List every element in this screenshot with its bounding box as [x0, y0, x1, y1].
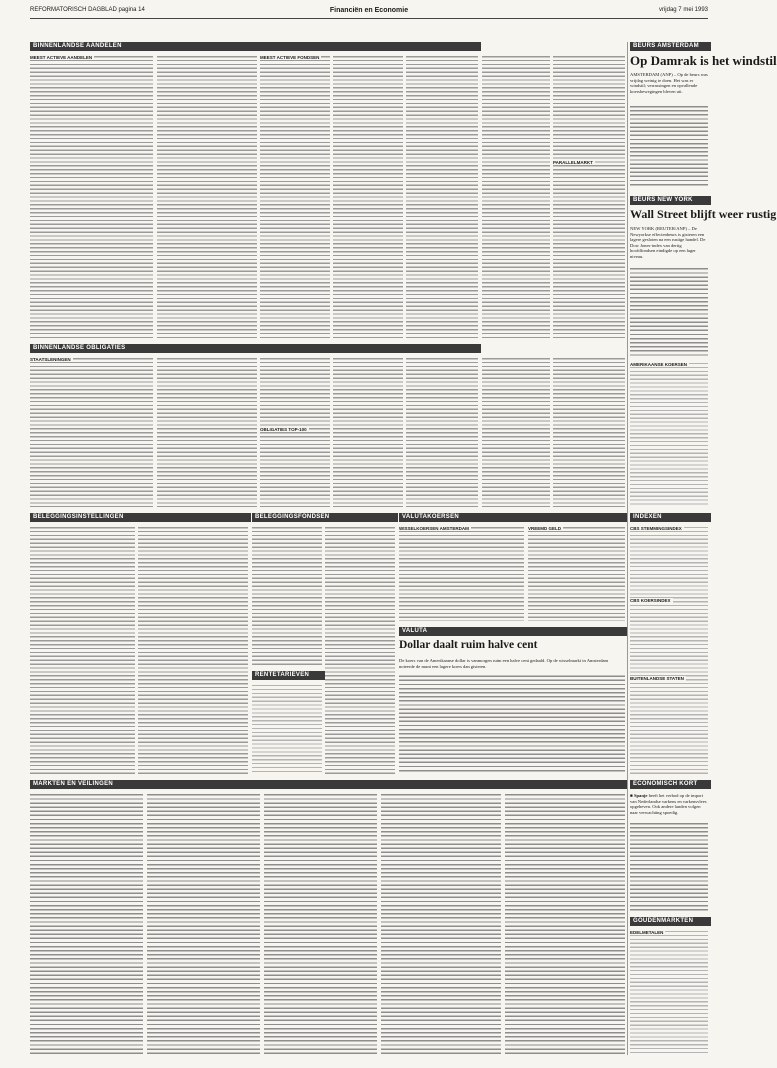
obligaties-table-col-1	[30, 357, 153, 507]
section-bar-rentetarieven: RENTETARIEVEN	[252, 671, 325, 680]
article-new-york-body	[630, 226, 708, 356]
article-amsterdam-lead: AMSTERDAM (ANP) – Op de beurs was vrijdag weinig te doen. Het was er windstil; verrassingen en opvallende koersbewegingen bleven uit.	[630, 72, 708, 106]
meest-actieve-aandelen-heading: MEEST ACTIEVE AANDELEN	[30, 55, 93, 60]
article-amsterdam-body	[630, 72, 708, 188]
amerikaanse-koersen-heading: AMERIKAANSE KOERSEN	[630, 362, 688, 367]
economisch-kort-body	[630, 793, 708, 911]
article-dollar-lead: De koers van de Amerikaanse dollar is vanmorgen ruim een halve cent gedaald. Op de wisselmarkt in Amsterdam noteerde de munt een lagere koers dan gisteren.	[399, 658, 625, 675]
page-section-title: Financiën en Economie	[329, 7, 409, 14]
beleggingsfondsen-table-col-1	[252, 526, 322, 666]
markten-column-5	[505, 793, 625, 1055]
section-bar-beurs-new-york: BEURS NEW YORK	[630, 196, 711, 205]
header-rule	[30, 18, 708, 19]
section-bar-markten: MARKTEN EN VEILINGEN	[30, 780, 628, 789]
amerikaanse-koersen-table	[630, 362, 708, 507]
headline-amsterdam: Op Damrak is het windstil	[630, 53, 777, 68]
markten-column-4	[381, 793, 501, 1055]
buitenlandse-staten-heading: BUITENLANDSE STATEN	[630, 676, 684, 681]
obligaties-table-col-2	[157, 357, 257, 507]
economisch-kort-lead: ■ Spanje heeft het verbod op de import van Nederlandse varkens en varkensvlees opgeheven. Ook andere landen volgen naar verwachting spoedig.	[630, 793, 708, 821]
meest-actieve-fondsen-heading: MEEST ACTIEVE FONDSEN	[260, 55, 320, 60]
aandelen-table-col-7	[553, 55, 625, 338]
vreemd-geld-table	[528, 526, 625, 621]
page-date: vrijdag 7 mei 1993	[658, 7, 708, 13]
markten-column-3	[264, 793, 377, 1055]
wisselkoersen-table	[399, 526, 524, 621]
section-bar-aandelen: BINNENLANDSE AANDELEN	[30, 42, 481, 51]
section-bar-economisch-kort: ECONOMISCH KORT	[630, 780, 711, 789]
cbs-koersindex-heading: CBS KOERSINDEX	[630, 598, 671, 603]
economisch-kort-lead-text: heeft het verbod op de import van Nederlandse varkens en varkensvlees opgeheven. Ook andere landen volgen naar verwachting spoedig.	[630, 793, 707, 815]
parallelmarkt-heading: PARALLELMARKT	[553, 160, 593, 165]
aandelen-table-col-1	[30, 55, 153, 338]
headline-new-york: Wall Street blijft weer rustig	[630, 207, 777, 221]
obligaties-table-col-6	[482, 357, 550, 507]
edelmetalen-heading: EDELMETALEN	[630, 930, 664, 935]
staatsleningen-heading: STAATSLENINGEN	[30, 357, 71, 362]
obligaties-table-col-7	[553, 357, 625, 507]
vreemd-geld-heading: VREEMD GELD	[528, 526, 562, 531]
aandelen-table-col-6	[482, 55, 550, 338]
indexen-table	[630, 526, 708, 774]
beleggingsfondsen-table-col-2	[325, 526, 395, 774]
obligaties-top-heading: OBLIGATIES TOP-100	[260, 427, 307, 432]
column-divider	[627, 42, 628, 1055]
goudenmarkten-table	[630, 930, 708, 1055]
obligaties-table-col-5	[406, 357, 478, 507]
section-bar-obligaties: BINNENLANDSE OBLIGATIES	[30, 344, 481, 353]
section-bar-valuta: VALUTA	[399, 627, 628, 636]
section-bar-beleggingsinstellingen: BELEGGINGSINSTELLINGEN	[30, 513, 251, 522]
section-bar-goudenmarkten: GOUDENMARKTEN	[630, 917, 711, 926]
article-new-york-lead: NEW YORK (REUTER/ANP) – De Newyorkse effectenbeurs is gisteren een lagere gesloten na een rustige handel. De Dow Jones-index van dertig hoofdfondsen eindigde op een lager niveau.	[630, 226, 708, 266]
markten-column-2	[147, 793, 260, 1055]
aandelen-table-col-4	[333, 55, 403, 338]
aandelen-table-col-3	[260, 55, 330, 338]
aandelen-table-col-2	[157, 55, 257, 338]
section-bar-beleggingsfondsen: BELEGGINGSFONDSEN	[252, 513, 398, 522]
page-header	[30, 7, 708, 17]
cbs-stemmingsindex-heading: CBS STEMMINGSINDEX	[630, 526, 682, 531]
wisselkoersen-heading: WISSELKOERSEN AMSTERDAM	[399, 526, 469, 531]
aandelen-table-col-5	[406, 55, 478, 338]
markten-column-1	[30, 793, 143, 1055]
section-bar-indexen: INDEXEN	[630, 513, 711, 522]
headline-dollar: Dollar daalt ruim halve cent	[399, 639, 538, 651]
rentetarieven-table	[252, 684, 322, 774]
page-number: REFORMATORISCH DAGBLAD pagina 14	[30, 7, 145, 13]
economisch-kort-lead-bold: Spanje	[633, 793, 648, 798]
obligaties-table-col-4	[333, 357, 403, 507]
beleggingsinstellingen-table-col-2	[138, 526, 248, 774]
beleggingsinstellingen-table-col-1	[30, 526, 135, 774]
section-bar-valutakoersen: VALUTAKOERSEN	[399, 513, 628, 522]
article-dollar-body	[399, 658, 625, 774]
section-bar-beurs-amsterdam: BEURS AMSTERDAM	[630, 42, 711, 51]
obligaties-table-col-3	[260, 357, 330, 507]
